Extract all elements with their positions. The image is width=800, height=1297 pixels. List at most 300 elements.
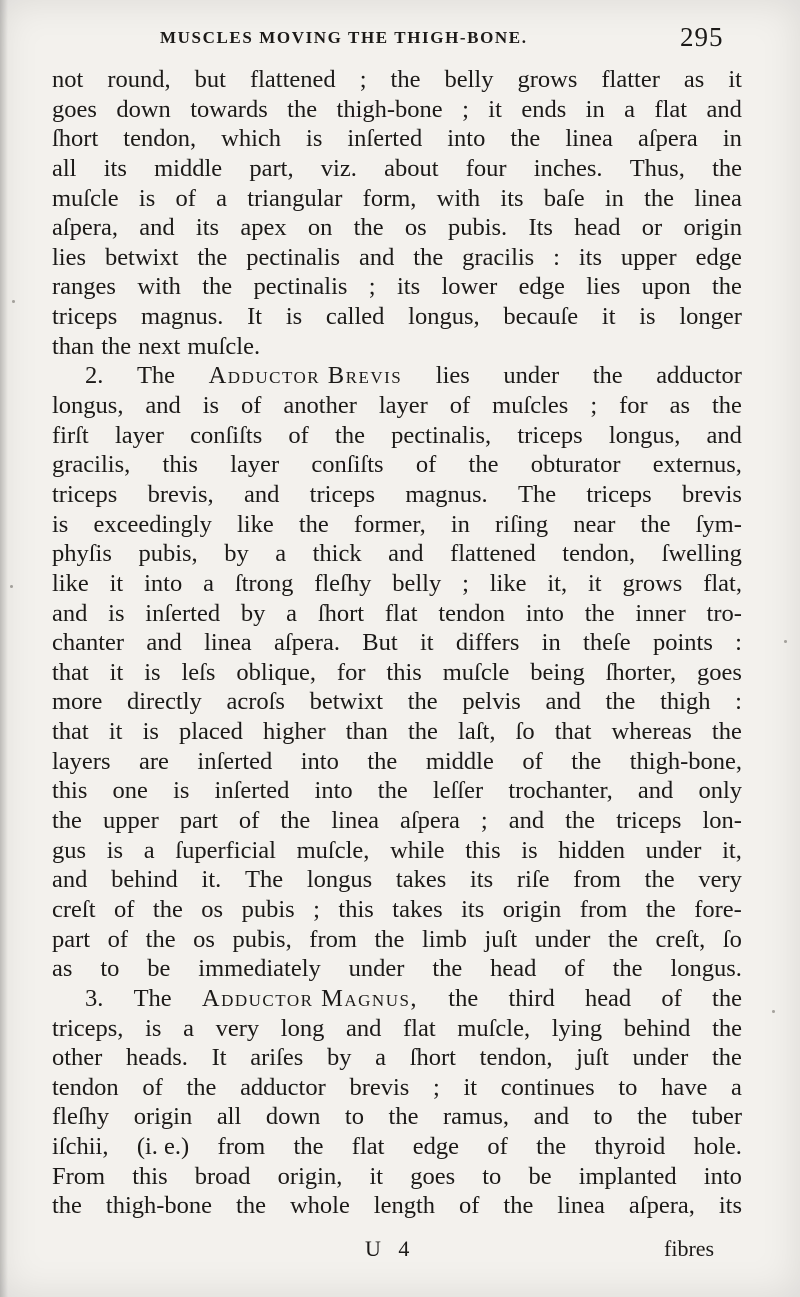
word: whole <box>289 1192 350 1220</box>
word: head <box>490 955 537 983</box>
word: ſuperficial <box>175 836 276 864</box>
word: ; <box>433 1073 440 1101</box>
text-line <box>52 776 742 806</box>
word: longus, <box>52 392 124 420</box>
page-header <box>0 22 800 62</box>
word: down <box>265 1103 321 1131</box>
text-line <box>52 1043 742 1073</box>
word: inſerted <box>197 747 273 775</box>
word: : <box>735 629 742 657</box>
word: Its <box>528 214 553 242</box>
word: But <box>362 629 398 657</box>
word: flat, <box>703 569 742 597</box>
word: only <box>698 777 742 805</box>
signature-mark: U 4 <box>365 1236 416 1261</box>
word: trochanter, <box>508 777 613 805</box>
word: inſerted <box>145 599 221 627</box>
word: in <box>604 184 624 212</box>
word: gus <box>52 836 87 864</box>
word: ; <box>359 66 367 93</box>
word: from <box>579 895 628 923</box>
word: phyſis <box>52 540 112 568</box>
word: the <box>644 184 675 212</box>
word: is <box>285 303 303 331</box>
word: into <box>447 125 486 153</box>
word: next <box>138 332 181 360</box>
word: leſs <box>181 658 216 686</box>
word: of <box>114 895 135 923</box>
word: pelvis <box>462 688 521 716</box>
word: its <box>470 866 494 894</box>
word: near <box>573 510 616 538</box>
word: pubis. <box>447 214 508 242</box>
word: and <box>146 629 182 657</box>
word: brevis <box>682 480 742 508</box>
word: muſcle <box>52 184 119 212</box>
word: the <box>388 1103 419 1131</box>
word: heads. <box>126 1044 188 1072</box>
word: flatter <box>601 66 660 93</box>
word: tuber <box>691 1103 742 1131</box>
word: flat <box>384 599 418 627</box>
word: linea <box>331 807 379 835</box>
word: The <box>133 984 172 1012</box>
word: a <box>731 1073 742 1101</box>
page-number: 295 <box>680 22 724 52</box>
catchword: fibres <box>664 1236 715 1261</box>
word: the <box>408 718 438 746</box>
word: creſt, <box>655 925 706 953</box>
word: the <box>503 1192 534 1220</box>
word: ſo <box>722 925 742 953</box>
word: this <box>132 1162 168 1190</box>
word: part, <box>249 154 294 182</box>
word: and <box>706 95 742 123</box>
word: exceedingly <box>93 510 212 538</box>
word: gracilis, <box>52 451 131 479</box>
word: triangular <box>247 184 343 212</box>
word: longus. <box>670 955 742 983</box>
word: very <box>698 866 742 894</box>
word: The <box>245 866 284 894</box>
word: and <box>637 777 674 805</box>
word: hole. <box>693 1133 742 1161</box>
word: and <box>706 421 742 449</box>
word: in <box>722 125 742 153</box>
word: origin <box>683 214 742 242</box>
word: the <box>202 273 233 301</box>
word: part <box>179 807 218 835</box>
word: viz. <box>320 154 357 182</box>
word: it. <box>201 866 222 894</box>
word: a <box>375 1044 387 1072</box>
word: ramus, <box>443 1103 510 1131</box>
word: and <box>52 599 88 627</box>
word: and <box>52 866 88 894</box>
word: fleſhy <box>314 569 372 597</box>
text-line <box>52 302 742 332</box>
word: grows <box>622 569 683 597</box>
word: it <box>109 569 124 597</box>
page-footer <box>0 1236 800 1270</box>
word: into <box>144 569 183 597</box>
word: of <box>175 184 196 212</box>
word: of <box>522 747 543 775</box>
word: aſpera <box>637 125 698 153</box>
word: be <box>528 1162 552 1190</box>
word: are <box>139 747 169 775</box>
word: ſhort <box>317 599 365 627</box>
word: is <box>521 836 538 864</box>
word: It <box>211 1044 227 1072</box>
word: tendon, <box>479 1044 553 1072</box>
word: the <box>390 66 421 93</box>
word: the <box>145 925 176 953</box>
word: it <box>419 629 434 657</box>
word: length <box>373 1192 436 1220</box>
word: : <box>553 243 560 271</box>
word: to <box>100 955 120 983</box>
word: pubis, <box>232 925 292 953</box>
text-line <box>52 65 742 95</box>
word: into <box>703 1162 742 1190</box>
word: the <box>280 807 311 835</box>
word: the <box>571 747 602 775</box>
word: to <box>618 1073 638 1101</box>
text-line <box>52 95 742 125</box>
text-line <box>52 954 742 984</box>
word: leſſer <box>432 777 484 805</box>
word: it <box>728 66 742 93</box>
word: 3. <box>85 984 104 1012</box>
word: ſwelling <box>661 540 742 568</box>
word: the <box>432 955 463 983</box>
word: its <box>500 184 524 212</box>
word: muſcle, <box>296 836 370 864</box>
word: and <box>358 243 395 271</box>
word: brevis, <box>147 480 214 508</box>
word: goes <box>52 95 97 123</box>
word: firſt <box>52 421 89 449</box>
word: flattened <box>450 540 536 568</box>
word: ſtrong <box>234 569 294 597</box>
word: the <box>711 392 742 420</box>
word: broad <box>194 1162 251 1190</box>
word: it <box>587 569 602 597</box>
word: all <box>52 154 77 182</box>
word: apex <box>240 214 287 242</box>
word: os <box>201 895 224 923</box>
word: linea <box>204 629 252 657</box>
text-line <box>52 717 742 747</box>
word: the <box>644 866 675 894</box>
word: : <box>735 688 742 716</box>
word: down <box>116 95 171 123</box>
word: edge <box>518 273 565 301</box>
word: by <box>240 599 266 627</box>
word: muſcle <box>442 658 510 686</box>
word: of <box>487 1133 508 1161</box>
word: edge <box>695 243 742 271</box>
word: its <box>718 1192 742 1220</box>
word: hidden <box>558 836 625 864</box>
word: immediately <box>198 955 321 983</box>
word: and <box>145 392 181 420</box>
word: from <box>217 1133 266 1161</box>
word: the <box>298 510 329 538</box>
word: which <box>221 125 281 153</box>
word: be <box>147 955 171 983</box>
text-line <box>52 450 742 480</box>
text-line <box>52 361 742 391</box>
word: the <box>711 718 742 746</box>
word: of <box>415 451 437 479</box>
word: is <box>108 599 125 627</box>
word: ſo <box>515 718 535 746</box>
word: muſcles <box>492 392 569 420</box>
word: is <box>639 303 656 331</box>
word: this <box>386 658 422 686</box>
text-line <box>52 628 742 658</box>
word: the <box>407 688 438 716</box>
word: of <box>449 392 471 420</box>
word: in <box>450 510 470 538</box>
word: it <box>369 1162 384 1190</box>
word: lower <box>441 273 498 301</box>
word: Adductor Brevis <box>208 362 403 390</box>
word: aſpera, <box>52 214 118 242</box>
word: inſerted <box>347 125 423 153</box>
word: higher <box>263 718 326 746</box>
word: about <box>384 154 439 182</box>
word: baſe <box>543 184 585 212</box>
word: it, <box>547 569 568 597</box>
word: the <box>592 362 623 390</box>
word: thyroid <box>594 1133 666 1161</box>
word: the <box>448 984 479 1012</box>
word: a <box>275 540 287 568</box>
text-line <box>52 836 742 866</box>
word: flattened <box>249 66 336 93</box>
word: the <box>712 1014 742 1042</box>
text-line <box>52 984 742 1014</box>
word: the <box>468 451 499 479</box>
word: betwixt <box>104 243 179 271</box>
word: the <box>645 895 676 923</box>
word: ariſes <box>250 1044 304 1072</box>
word: in <box>585 95 605 123</box>
word: the <box>152 895 183 923</box>
word: upper <box>620 243 677 271</box>
word: takes <box>395 866 447 894</box>
word: magnus. <box>405 480 488 508</box>
word: layer <box>378 392 428 420</box>
word: flat <box>654 95 688 123</box>
word: thick <box>312 540 362 568</box>
word: by <box>326 1044 352 1072</box>
word: pectinalis <box>253 273 348 301</box>
word: upon <box>641 273 691 301</box>
word: this <box>338 895 374 923</box>
word: adductor <box>240 1073 326 1101</box>
word: of <box>459 1192 480 1220</box>
running-head: MUSCLES MOVING THE THIGH-BONE. <box>160 28 528 47</box>
word: the <box>52 807 82 835</box>
text-line <box>52 1014 742 1044</box>
word: longus, <box>608 421 681 449</box>
text-line <box>52 243 742 273</box>
word: another <box>283 392 357 420</box>
word: lying <box>551 1014 603 1042</box>
word: the <box>584 599 615 627</box>
word: placed <box>179 718 243 746</box>
word: triceps <box>616 807 682 835</box>
word: ; <box>590 392 598 420</box>
word: tendon, <box>562 540 636 568</box>
word: the <box>293 1133 324 1161</box>
word: round, <box>107 66 171 93</box>
word: is <box>52 510 69 538</box>
text-line <box>52 569 742 599</box>
word: is <box>202 392 220 420</box>
word: that <box>52 718 89 746</box>
word: the <box>236 1192 266 1220</box>
word: this <box>465 836 501 864</box>
word: flat <box>402 1014 436 1042</box>
word: it <box>488 95 502 123</box>
word: thigh <box>660 688 711 716</box>
word: limb <box>421 925 467 953</box>
word: middle <box>154 154 223 182</box>
word: externus, <box>652 451 742 479</box>
word: (i. e.) <box>136 1133 190 1161</box>
word: as <box>669 392 691 420</box>
text-line <box>52 184 742 214</box>
word: while <box>390 836 445 864</box>
word: towards <box>190 95 268 123</box>
word: being <box>530 658 585 686</box>
word: longus, <box>408 303 480 331</box>
word: lies <box>435 362 470 390</box>
word: the <box>353 214 384 242</box>
word: behind <box>111 866 178 894</box>
word: to <box>344 1103 364 1131</box>
word: or <box>641 214 663 242</box>
word: like <box>236 510 274 538</box>
word: it <box>463 1073 478 1101</box>
word: under <box>534 925 591 953</box>
word: linea <box>694 184 742 212</box>
text-line <box>52 1191 742 1221</box>
text-line <box>52 687 742 717</box>
word: of <box>107 925 129 953</box>
word: have <box>661 1073 708 1101</box>
word: goes <box>410 1162 456 1190</box>
word: all <box>216 1103 242 1131</box>
word: the <box>52 1192 82 1220</box>
word: for <box>336 658 366 686</box>
word: ranges <box>52 273 116 301</box>
text-line <box>52 1162 742 1192</box>
word: brevis <box>349 1073 410 1101</box>
text-line <box>52 895 742 925</box>
word: is <box>173 777 190 805</box>
word: inner <box>635 599 686 627</box>
word: the <box>565 807 596 835</box>
word: ; <box>462 95 469 123</box>
word: thigh-bone <box>336 95 443 123</box>
word: on <box>307 214 333 242</box>
word: the <box>536 1133 567 1161</box>
word: The <box>136 362 176 390</box>
text-line <box>52 1102 742 1132</box>
word: thigh-bone, <box>629 747 742 775</box>
word: layers <box>52 747 111 775</box>
word: juſt <box>484 925 518 953</box>
word: differs <box>455 629 520 657</box>
word: more <box>52 688 103 716</box>
word: triceps <box>309 480 375 508</box>
word: one <box>112 777 148 805</box>
word: triceps <box>52 303 118 331</box>
word: a <box>203 569 214 597</box>
text-line <box>52 747 742 777</box>
word: and <box>545 688 581 716</box>
text-line <box>52 213 742 243</box>
text-line <box>52 421 742 451</box>
word: 2. <box>85 362 104 390</box>
word: points <box>652 629 713 657</box>
word: with <box>436 184 481 212</box>
text-line <box>52 599 742 629</box>
word: of <box>288 421 309 449</box>
word: muſcle. <box>187 332 261 360</box>
word: and <box>345 1014 382 1042</box>
word: takes <box>392 895 443 923</box>
word: than <box>52 332 95 360</box>
word: into <box>314 777 353 805</box>
word: under <box>632 1044 689 1072</box>
word: chanter <box>52 629 125 657</box>
word: under <box>348 955 405 983</box>
word: as <box>52 955 73 983</box>
word: riſe <box>516 866 550 894</box>
word: long <box>280 1014 325 1042</box>
word: the <box>712 154 742 182</box>
word: riſing <box>495 510 549 538</box>
word: becauſe <box>503 303 579 331</box>
word: the <box>608 925 638 953</box>
body-text <box>52 65 742 1221</box>
word: lies <box>586 273 621 301</box>
word: creſt <box>52 895 96 923</box>
word: third <box>508 984 555 1012</box>
word: the <box>413 243 444 271</box>
word: into <box>300 747 339 775</box>
word: is <box>144 658 161 686</box>
word: the <box>640 510 671 538</box>
word: former, <box>353 510 426 538</box>
word: the <box>335 421 365 449</box>
word: not <box>52 66 84 93</box>
word: triceps <box>52 480 118 508</box>
word: tendon <box>52 1073 119 1101</box>
word: pectinalis <box>246 243 341 271</box>
word: from <box>309 925 357 953</box>
word: lies <box>52 243 87 271</box>
word: obturator <box>530 451 621 479</box>
word: magnus. <box>141 303 224 331</box>
